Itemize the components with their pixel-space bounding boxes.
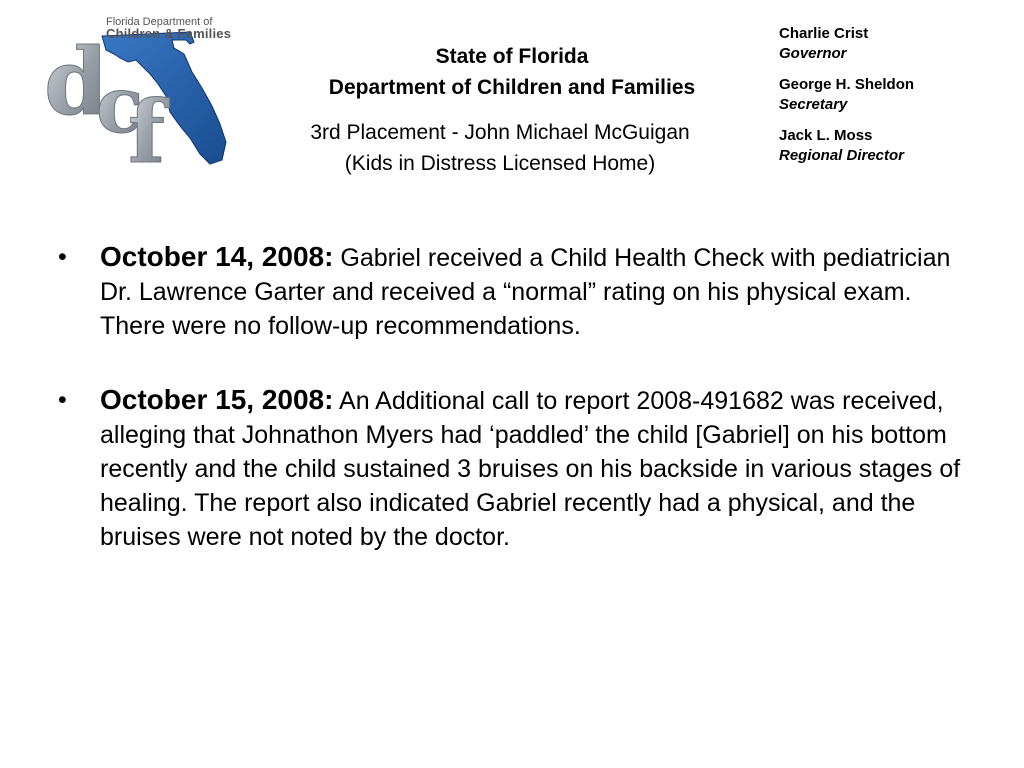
official-governor <box>779 24 1009 64</box>
bullet-date: October 14, 2008: <box>100 241 334 272</box>
page-title-line1: State of Florida <box>435 45 589 68</box>
subtitle-line1: 3rd Placement - John Michael McGuigan <box>310 121 690 144</box>
subtitle-line2: (Kids in Distress Licensed Home) <box>344 152 656 175</box>
bullet-date: October 15, 2008: <box>100 384 334 415</box>
official-regional-director <box>779 126 1009 166</box>
bullet-text <box>100 383 978 554</box>
logo-agency-line2: Children & Families <box>106 26 232 41</box>
bullet-icon: • <box>58 386 67 414</box>
official-role: Secretary <box>779 96 848 113</box>
officials-list <box>779 24 1009 177</box>
page-title-line2: Department of Children and Families <box>328 76 696 99</box>
official-secretary <box>779 75 1009 115</box>
official-name: Jack L. Moss <box>779 127 873 144</box>
official-name: Charlie Crist <box>779 25 869 42</box>
official-role: Governor <box>779 45 847 62</box>
logo-letter-c: c <box>96 60 144 151</box>
bullet-body: Gabriel received a Child Health Check with pediatrician Dr. Lawrence Garter and received a “normal” rating on his physical exam. There were no follow-up recommendations. <box>100 244 951 340</box>
logo-agency-line1: Florida Department of <box>106 16 213 28</box>
official-name: George H. Sheldon <box>779 76 915 93</box>
official-role: Regional Director <box>779 147 905 164</box>
page-subtitle <box>255 117 745 179</box>
bullet-body: An Additional call to report 2008-491682 was received, alleging that Johnathon Myers had ‘paddled’ the child [Gabriel] on his bottom recently and the child sustained 3 bruises on his backside in various stages of healing. The report also indicated Gabriel recently had a physical, and the bruises were not noted by the doctor. <box>100 387 961 551</box>
bullet-icon: • <box>58 243 67 271</box>
dcf-logo <box>40 14 240 166</box>
logo-agency-text <box>106 17 236 39</box>
logo-letter-f: f <box>128 82 165 166</box>
bullet-item <box>58 240 978 343</box>
bullet-list <box>58 240 978 594</box>
bullet-item <box>58 383 978 554</box>
logo-letter-d: d <box>44 28 109 136</box>
bullet-text <box>100 240 978 343</box>
